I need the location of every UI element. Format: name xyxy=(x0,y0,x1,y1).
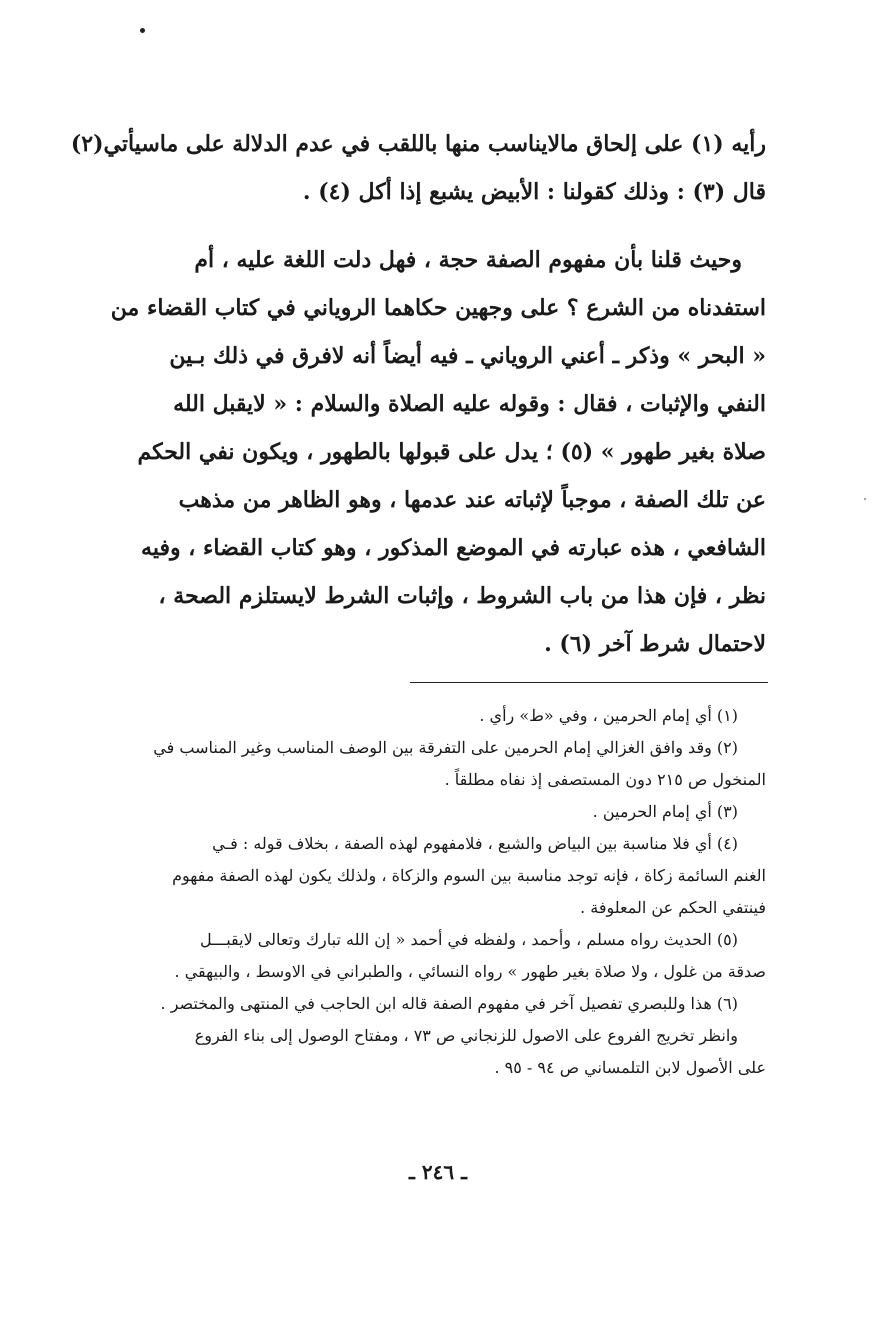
text-line: الشافعي ، هذه عبارته في الموضع المذكور ، وهو كتاب القضاء ، وفيه xyxy=(141,535,766,561)
footnote-line: (٣) أي إمام الحرمين . xyxy=(592,802,738,821)
footnote-line: فينتفي الحكم عن المعلوفة . xyxy=(580,898,766,917)
footnote-line: وانظر تخريج الفروع على الاصول للزنجاني ص ٧٣ ، ومفتاح الوصول إلى بناء الفروع xyxy=(194,1026,738,1045)
footnotes xyxy=(98,700,766,1084)
text-line: « البحر » وذكر ـ أعني الروياني ـ فيه أيضاً أنه لافرق في ذلك بـين xyxy=(169,343,766,369)
ink-speck xyxy=(140,28,145,33)
footnote-line: (٦) هذا وللبصري تفصيل آخر في مفهوم الصفة قاله ابن الحاجب في المنتهى والمختصر . xyxy=(160,994,738,1013)
main-paragraph-2 xyxy=(98,236,766,668)
text-line: نظر ، فإن هذا من باب الشروط ، وإثبات الشرط لايستلزم الصحة ، xyxy=(158,583,766,609)
footnote-line: (٢) وقد وافق الغزالي إمام الحرمين على التفرقة بين الوصف المناسب وغير المناسب في xyxy=(153,738,738,757)
text-line: رأيه (١) على إلحاق مالايناسب منها باللقب في عدم الدلالة على ماسيأتي(٢) xyxy=(70,131,766,157)
footnote-line: (٤) أي فلا مناسبة بين البياض والشبع ، فلامفهوم لهذه الصفة ، بخلاف قوله : فـي xyxy=(212,834,738,853)
text-line: استفدناه من الشرع ؟ على وجهين حكاهما الروياني في كتاب القضاء من xyxy=(110,295,766,321)
footnote-separator xyxy=(410,682,768,683)
text-line: وحيث قلنا بأن مفهوم الصفة حجة ، فهل دلت اللغة عليه ، أم xyxy=(194,247,742,273)
ink-speck xyxy=(864,498,866,500)
page-number: ـ ٢٤٦ ـ xyxy=(409,1160,467,1184)
footnote-line: (٥) الحديث رواه مسلم ، وأحمد ، ولفظه في أحمد « إن الله تبارك وتعالى لايقبـــل xyxy=(200,930,738,949)
footnote-line: الغنم السائمة زكاة ، فإنه توجد مناسبة بين السوم والزكاة ، ولذلك يكون لهذه الصفة مفهوم xyxy=(172,866,766,885)
text-line: النفي والإثبات ، فقال : وقوله عليه الصلاة والسلام : « لايقبل الله xyxy=(173,391,766,417)
main-paragraph-1 xyxy=(70,120,766,216)
text-line: قال (٣) : وذلك كقولنا : الأبيض يشبع إذا أكل (٤) . xyxy=(302,179,766,205)
text-line: عن تلك الصفة ، موجباً لإثباته عند عدمها ، وهو الظاهر من مذهب xyxy=(178,487,766,513)
footnote-line: المنخول ص ٢١٥ دون المستصفى إذ نفاه مطلقاً . xyxy=(444,770,766,789)
footnote-line: على الأصول لابن التلمساني ص ٩٤ - ٩٥ . xyxy=(494,1058,766,1077)
footnote-line: (١) أي إمام الحرمين ، وفي «ط» رأي . xyxy=(479,706,738,725)
footnote-line: صدقة من غلول ، ولا صلاة بغير طهور » رواه النسائي ، والطبراني في الاوسط ، والبيهقي . xyxy=(174,962,766,981)
text-line: لاحتمال شرط آخر (٦) . xyxy=(544,631,766,657)
text-line: صلاة بغير طهور » (٥) ؛ يدل على قبولها بالطهور ، ويكون نفي الحكم xyxy=(137,439,766,465)
